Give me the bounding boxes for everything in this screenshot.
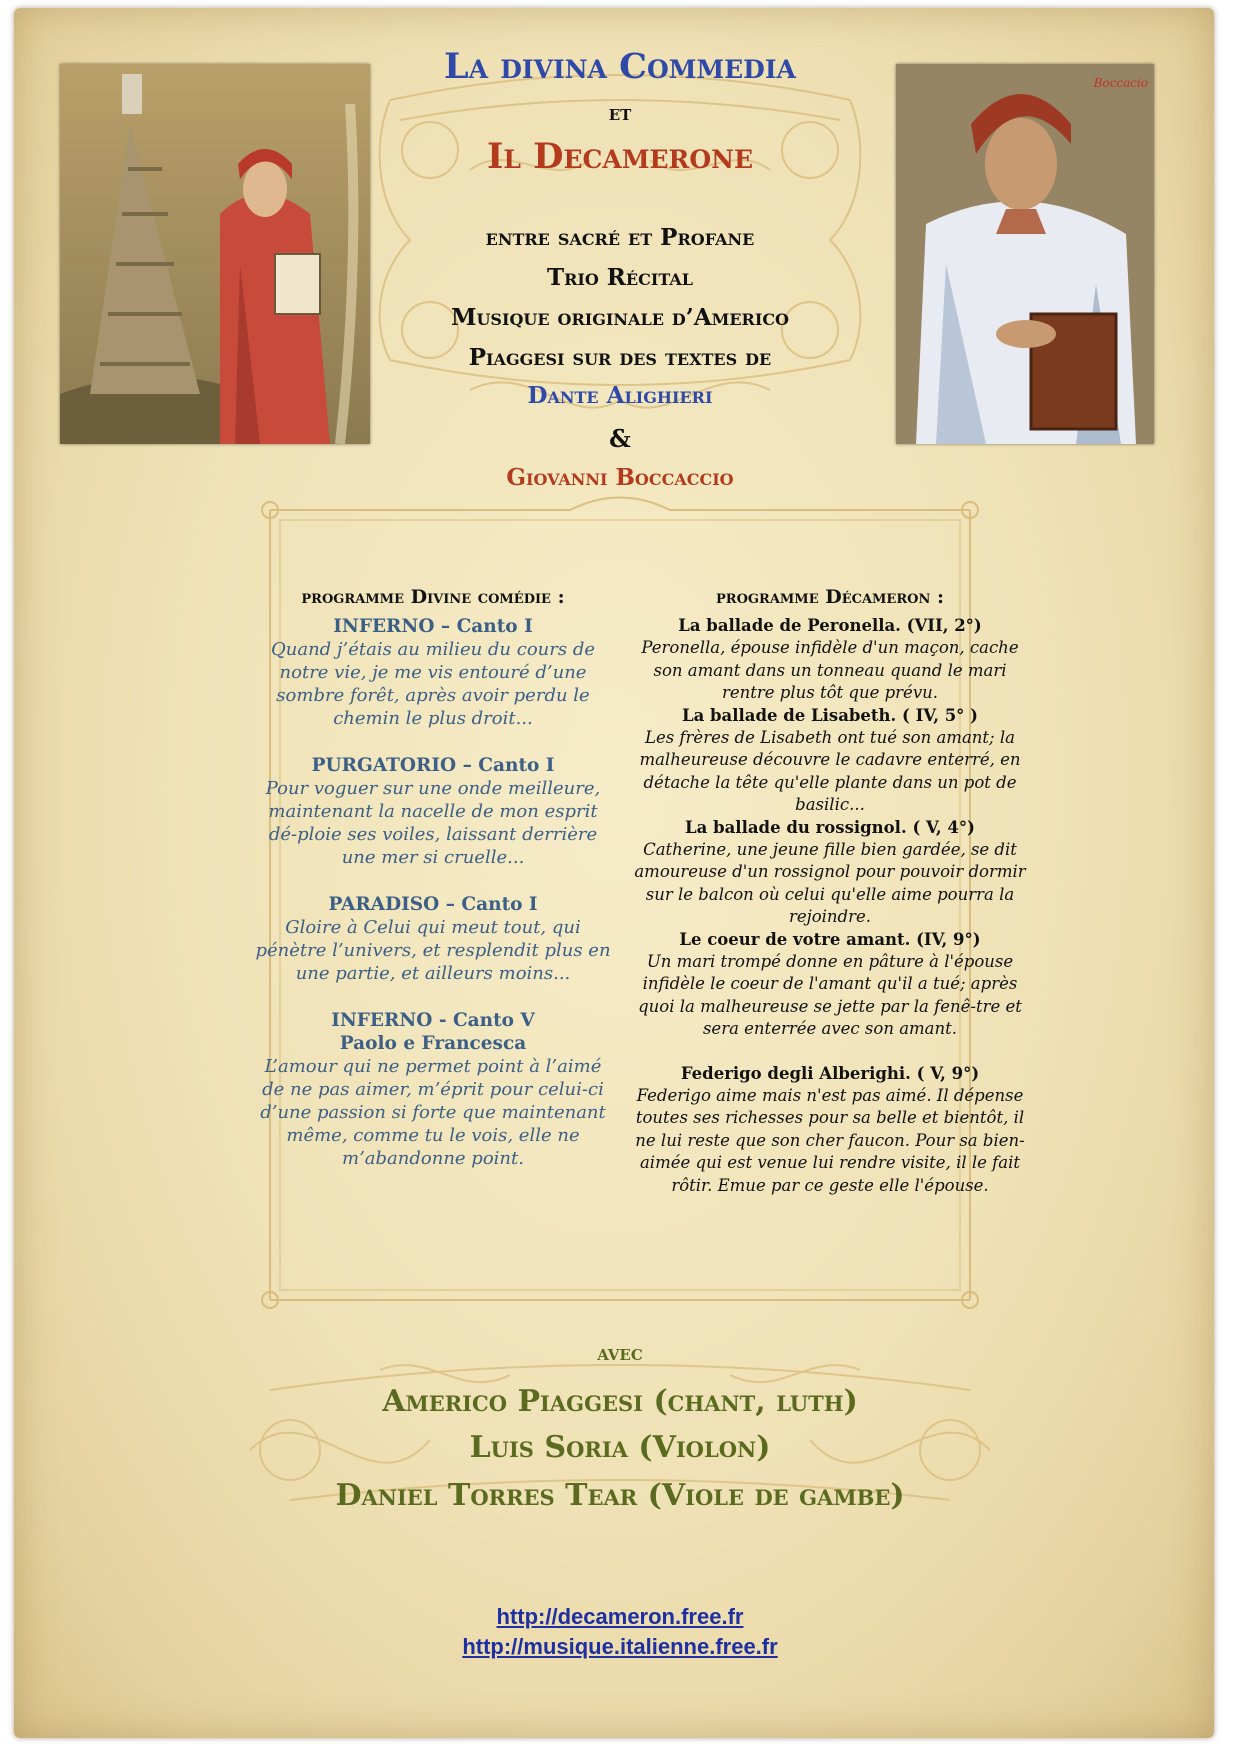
left-item-text: Gloire à Celui qui meut tout, qui pénètre l’univers, et resplendit plus en une partie, et ailleurs moins... <box>255 917 611 984</box>
subtitle-line4: Piaggesi sur des textes de <box>468 344 772 371</box>
right-item-title: La ballade de Lisabeth. ( IV, 5° ) <box>681 705 978 725</box>
subtitle-line2: Trio Récital <box>546 264 694 291</box>
right-item-text: Les frères de Lisabeth ont tué son amant; la malheureuse découvre le cadavre enterré, en détache la tête qu'elle plante dans un pot de basilic... <box>639 727 1021 814</box>
left-item-text: Pour voguer sur une onde meilleure, maintenant la nacelle de mon esprit dé-ploie ses voiles, laissant derrière une mer si cruelle... <box>265 778 601 868</box>
performers-avec: avec <box>597 1340 643 1366</box>
link-musique-italienne[interactable]: http://musique.italienne.free.fr <box>462 1634 778 1659</box>
left-item-text: L’amour qui ne permet point à l’aimé de ne pas aimer, m’éprit pour celui-ci d’une passion si forte que maintenant même, comme tu le vois, elle ne m’abandonne point. <box>260 1056 606 1169</box>
right-item-title: La ballade de Peronella. (VII, 2°) <box>678 616 982 635</box>
title-decamerone: Il Decamerone <box>486 136 754 177</box>
left-item-title: PARADISO – Canto I <box>328 894 538 915</box>
right-item-text: Un mari trompé donne en pâture à l'épouse infidèle le coeur de l'amant qu'il a tué; après quoi la malheureuse se jette par la fenê-tre et sera enterrée avec son amant. <box>638 951 1022 1038</box>
subtitle-line1: entre sacré et Profane <box>485 224 755 251</box>
left-item-text: Quand j’étais au milieu du cours de notre vie, je me vis entouré d’une sombre forêt, après avoir perdu le chemin le plus droit... <box>271 639 595 729</box>
program-left <box>248 586 618 1194</box>
right-item-text: Federigo aime mais n'est pas aimé. Il dépense toutes ses richesses pour sa belle et bientôt, il ne lui reste que son cher faucon. Pour sa bien-aimée qui est venue lui rendre visite, il le fait rôtir. Emue par ce geste elle l'épouse. <box>635 1085 1025 1195</box>
right-item-title: Federigo degli Alberighi. ( V, 9°) <box>680 1063 980 1083</box>
title-et: et <box>608 100 632 125</box>
performer-americo: Americo Piaggesi (chant, luth) <box>382 1384 858 1419</box>
link-row-1 <box>0 1604 1240 1630</box>
program-left-heading: programme Divine comédie : <box>301 586 565 608</box>
program-right <box>630 586 1030 1197</box>
link-decameron[interactable]: http://decameron.free.fr <box>496 1604 744 1629</box>
title-divina-commedia: La divina Commedia <box>444 46 796 87</box>
left-item-title: PURGATORIO – Canto I <box>311 755 555 776</box>
performer-luis: Luis Soria (Violon) <box>469 1430 771 1465</box>
performer-daniel: Daniel Torres Tear (Viole de gambe) <box>335 1478 905 1513</box>
boccaccio-label: Boccacio <box>1093 76 1148 90</box>
author-boccaccio: Giovanni Boccaccio <box>506 464 734 491</box>
author-dante: Dante Alighieri <box>527 382 713 409</box>
right-item-text: Peronella, épouse infidèle d'un maçon, cache son amant dans un tonneau quand le mari rentre plus tôt que prévu. <box>641 638 1019 702</box>
left-item-title: INFERNO – Canto I <box>333 616 533 637</box>
program-right-heading: programme Décameron : <box>716 586 944 608</box>
right-item-text: Catherine, une jeune fille bien gardée, se dit amoureuse d'un rossignol pour pouvoir dormir sur le balcon où celui qu'elle aime pourra la rejoindre. <box>634 839 1026 926</box>
right-item-title: La ballade du rossignol. ( V, 4°) <box>685 817 975 837</box>
left-item-subtitle: Paolo e Francesca <box>339 1033 527 1054</box>
left-item-title: INFERNO - Canto V <box>331 1010 535 1031</box>
link-row-2 <box>0 1634 1240 1660</box>
author-ampersand: & <box>609 424 631 453</box>
right-item-title: Le coeur de votre amant. (IV, 9°) <box>679 929 981 949</box>
subtitle-line3: Musique originale d’Americo <box>451 304 789 331</box>
